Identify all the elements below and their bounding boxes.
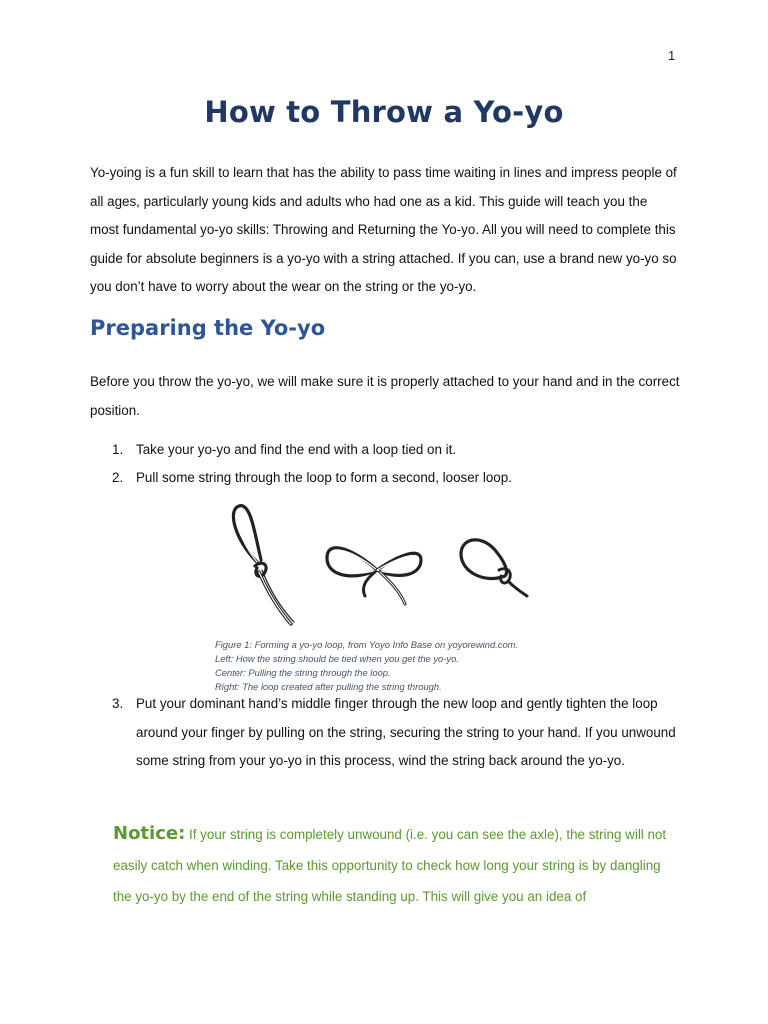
figure-svg: [215, 500, 545, 630]
figure-caption: [215, 638, 575, 694]
caption-line: Center: Pulling the string through the loop.: [215, 667, 391, 678]
list-item: [112, 464, 682, 493]
knot-loop-right-icon: [461, 540, 527, 596]
page-number: 1: [668, 48, 676, 63]
notice-text: If your string is completely unwound (i.e. you can see the axle), the string will not easily catch when winding. Take this opportunity to check how long your string is by dangling the yo-yo by the end of the string while standing up. This will give you an idea of: [113, 827, 667, 904]
step-number: 2.: [112, 470, 124, 485]
caption-line: Left: How the string should be tied when you get the yo-yo.: [215, 653, 459, 664]
notice-label: Notice:: [113, 823, 186, 844]
page-title: How to Throw a Yo-yo: [204, 95, 564, 129]
list-item: [112, 690, 682, 776]
step-text: Put your dominant hand’s middle finger through the new loop and gently tighten the loop around your finger by pulling on the string, securing the string to your hand. If you unwound some string from your yo-yo in this process, wind the string back around the yo-yo.: [136, 696, 676, 769]
caption-line: Right: The loop created after pulling the string through.: [215, 681, 442, 692]
section-intro-paragraph: Before you throw the yo-yo, we will make sure it is properly attached to your hand and in the correct position.: [90, 374, 680, 418]
intro-paragraph: Yo-yoing is a fun skill to learn that has the ability to pass time waiting in lines and impress people of all ages, particularly young kids and adults who had one as a kid. This guide will teach you the most fundamental yo-yo skills: Throwing and Returning the Yo-yo. All you will need to complete this guide for absolute beginners is a yo-yo with a string attached. If you can, use a brand new yo-yo so you don’t have to worry about the wear on the string or the yo-yo.: [90, 165, 677, 295]
figure-loop-illustrations: [215, 500, 545, 630]
step-number: 1.: [112, 442, 124, 457]
list-item: [112, 436, 682, 465]
notice-callout: [113, 818, 673, 912]
step-text: Pull some string through the loop to form a second, looser loop.: [136, 470, 512, 485]
section-heading: Preparing the Yo-yo: [90, 316, 326, 340]
step-text: Take your yo-yo and find the end with a loop tied on it.: [136, 442, 457, 457]
knot-loop-center-icon: [327, 548, 421, 604]
knot-loop-left-icon: [233, 506, 294, 624]
caption-line: Figure 1: Forming a yo-yo loop, from Yoyo Info Base on yoyorewind.com.: [215, 639, 519, 650]
step-number: 3.: [112, 696, 124, 711]
